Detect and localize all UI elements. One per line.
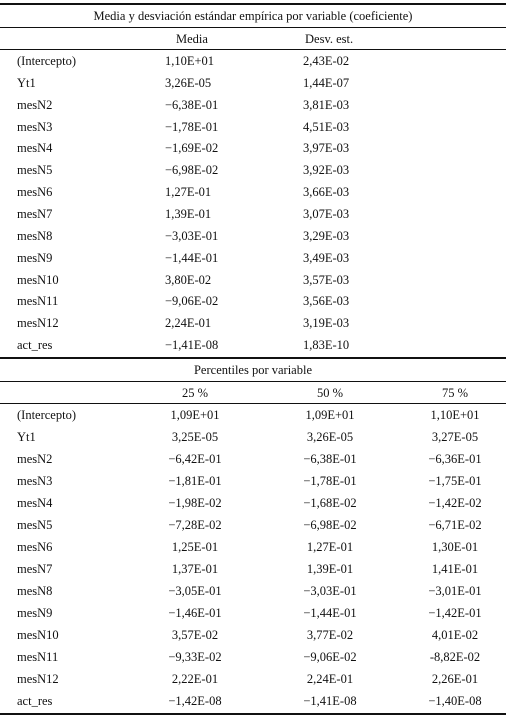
section2-title: Percentiles por variable: [193, 363, 312, 377]
p50-cell: −6,98E-02: [303, 518, 357, 532]
table-row: [0, 73, 506, 93]
row-label: act_res: [17, 694, 53, 708]
table-row: [0, 117, 506, 137]
row-label: mesN3: [17, 119, 53, 134]
header-p50: 50 %: [316, 386, 344, 400]
p50-cell: 1,27E-01: [306, 540, 354, 554]
p50-cell: −1,44E-01: [303, 606, 357, 620]
table-row: [0, 226, 506, 246]
table-row: [0, 691, 506, 711]
p25-cell: −6,42E-01: [168, 452, 222, 466]
table-row: [0, 603, 506, 623]
p75-cell: −3,01E-01: [428, 584, 482, 598]
table-row: [0, 182, 506, 202]
header-sd: Desv. est.: [305, 32, 354, 46]
mean-cell: 1,27E-01: [165, 185, 212, 200]
p75-cell: −6,71E-02: [428, 518, 482, 532]
table-row: [0, 270, 506, 290]
p50-cell: 3,26E-05: [306, 430, 354, 444]
table-row: [0, 493, 506, 513]
section1-header-rule: [0, 49, 506, 50]
mean-cell: 1,39E-01: [165, 206, 212, 221]
bottom-rule: [0, 713, 506, 715]
sd-cell: 3,49E-03: [303, 250, 350, 265]
sd-cell: 3,19E-03: [303, 316, 350, 331]
header-mean: Media: [176, 32, 208, 46]
p25-cell: −7,28E-02: [168, 518, 222, 532]
row-label: mesN10: [17, 272, 59, 287]
p50-cell: −3,03E-01: [303, 584, 357, 598]
mean-cell: 1,10E+01: [165, 54, 215, 68]
table-row: [0, 335, 506, 355]
sd-cell: 3,97E-03: [303, 141, 350, 156]
sd-cell: 4,51E-03: [303, 119, 350, 134]
p75-cell: −1,40E-08: [428, 694, 482, 708]
row-label: mesN5: [17, 163, 53, 178]
row-label: mesN6: [17, 185, 53, 200]
row-label: mesN8: [17, 228, 53, 243]
p50-cell: 2,24E-01: [306, 672, 354, 686]
table-row: [0, 471, 506, 491]
table-row: [0, 559, 506, 579]
row-label: mesN2: [17, 97, 53, 112]
table-row: [0, 427, 506, 447]
row-label: Yt1: [17, 430, 36, 444]
row-label: mesN9: [17, 606, 53, 620]
table-row: [0, 248, 506, 268]
mean-cell: −1,78E-01: [165, 119, 219, 134]
p75-cell: −1,75E-01: [428, 474, 482, 488]
p75-cell: 1,10E+01: [430, 408, 480, 422]
row-label: mesN3: [17, 474, 53, 488]
table-row: [0, 647, 506, 667]
p75-cell: −1,42E-02: [428, 496, 482, 510]
row-label: (Intercepto): [17, 408, 76, 422]
mean-cell: 3,80E-02: [165, 272, 212, 287]
p50-cell: −1,68E-02: [303, 496, 357, 510]
mean-cell: −6,98E-02: [165, 163, 219, 178]
section1-title: Media y desviación estándar empírica por variable (coeficiente): [93, 9, 413, 23]
p50-cell: 3,77E-02: [306, 628, 354, 642]
p25-cell: 1,37E-01: [171, 562, 219, 576]
table-row: [0, 669, 506, 689]
sd-cell: 3,92E-03: [303, 163, 350, 178]
mean-cell: −1,44E-01: [165, 250, 219, 265]
row-label: mesN2: [17, 452, 53, 466]
p25-cell: 3,57E-02: [171, 628, 219, 642]
section2-header-row: [0, 383, 506, 403]
mean-cell: −3,03E-01: [165, 228, 219, 243]
row-label: mesN4: [17, 496, 53, 510]
p50-cell: −9,06E-02: [303, 650, 357, 664]
row-label: mesN12: [17, 672, 59, 686]
p50-cell: −1,78E-01: [303, 474, 357, 488]
table-row: [0, 95, 506, 115]
row-label: mesN9: [17, 250, 53, 265]
row-label: act_res: [17, 338, 53, 353]
sd-cell: 3,29E-03: [303, 228, 350, 243]
p25-cell: 3,25E-05: [171, 430, 219, 444]
sd-cell: 3,07E-03: [303, 206, 350, 221]
p50-cell: 1,09E+01: [305, 408, 355, 422]
p75-cell: −6,36E-01: [428, 452, 482, 466]
p75-cell: 2,26E-01: [431, 672, 479, 686]
row-label: mesN4: [17, 141, 53, 156]
section1-header-row: [0, 29, 506, 49]
row-label: mesN10: [17, 628, 59, 642]
p75-cell: 1,30E-01: [431, 540, 479, 554]
row-label: Yt1: [17, 75, 36, 90]
row-label: mesN6: [17, 540, 53, 554]
row-label: mesN7: [17, 206, 53, 221]
section1-title-rule: [0, 27, 506, 28]
p25-cell: −1,42E-08: [168, 694, 222, 708]
p75-cell: −1,42E-01: [428, 606, 482, 620]
p25-cell: 2,22E-01: [171, 672, 219, 686]
p25-cell: −9,33E-02: [168, 650, 222, 664]
row-label: mesN12: [17, 316, 59, 331]
mean-cell: 2,24E-01: [165, 316, 212, 331]
top-rule: [0, 3, 506, 5]
p25-cell: −1,98E-02: [168, 496, 222, 510]
row-label: mesN11: [17, 294, 59, 309]
p75-cell: 3,27E-05: [431, 430, 479, 444]
p25-cell: 1,25E-01: [171, 540, 219, 554]
section-divider-rule: [0, 357, 506, 359]
row-label: mesN5: [17, 518, 53, 532]
sd-cell: 2,43E-02: [303, 54, 350, 68]
header-p75: 75 %: [441, 386, 469, 400]
p25-cell: −1,81E-01: [168, 474, 222, 488]
sd-cell: 3,81E-03: [303, 97, 350, 112]
mean-cell: −6,38E-01: [165, 97, 219, 112]
p25-cell: 1,09E+01: [170, 408, 220, 422]
table-row: [0, 625, 506, 645]
section2-header-rule: [0, 403, 506, 404]
row-label: (Intercepto): [17, 54, 76, 68]
section2-title-rule: [0, 381, 506, 382]
p25-cell: −3,05E-01: [168, 584, 222, 598]
table-row: [0, 405, 506, 425]
p25-cell: −1,46E-01: [168, 606, 222, 620]
p75-cell: -8,82E-02: [429, 650, 481, 664]
mean-cell: −1,69E-02: [165, 141, 219, 156]
mean-cell: −1,41E-08: [165, 338, 219, 353]
table-row: [0, 581, 506, 601]
p50-cell: 1,39E-01: [306, 562, 354, 576]
sd-cell: 3,56E-03: [303, 294, 350, 309]
header-p25: 25 %: [181, 386, 209, 400]
mean-cell: −9,06E-02: [165, 294, 219, 309]
row-label: mesN7: [17, 562, 53, 576]
sd-cell: 1,83E-10: [303, 338, 350, 353]
p50-cell: −1,41E-08: [303, 694, 357, 708]
table-row: [0, 138, 506, 158]
table-row: [0, 291, 506, 311]
sd-cell: 3,66E-03: [303, 185, 350, 200]
row-label: mesN11: [17, 650, 59, 664]
mean-cell: 3,26E-05: [165, 75, 212, 90]
p75-cell: 4,01E-02: [431, 628, 479, 642]
table-row: [0, 515, 506, 535]
table-row: [0, 537, 506, 557]
p75-cell: 1,41E-01: [431, 562, 479, 576]
table-row: [0, 160, 506, 180]
table-row: [0, 51, 506, 71]
table-row: [0, 204, 506, 224]
p50-cell: −6,38E-01: [303, 452, 357, 466]
sd-cell: 3,57E-03: [303, 272, 350, 287]
sd-cell: 1,44E-07: [303, 75, 350, 90]
row-label: mesN8: [17, 584, 53, 598]
table-row: [0, 449, 506, 469]
table-row: [0, 313, 506, 333]
